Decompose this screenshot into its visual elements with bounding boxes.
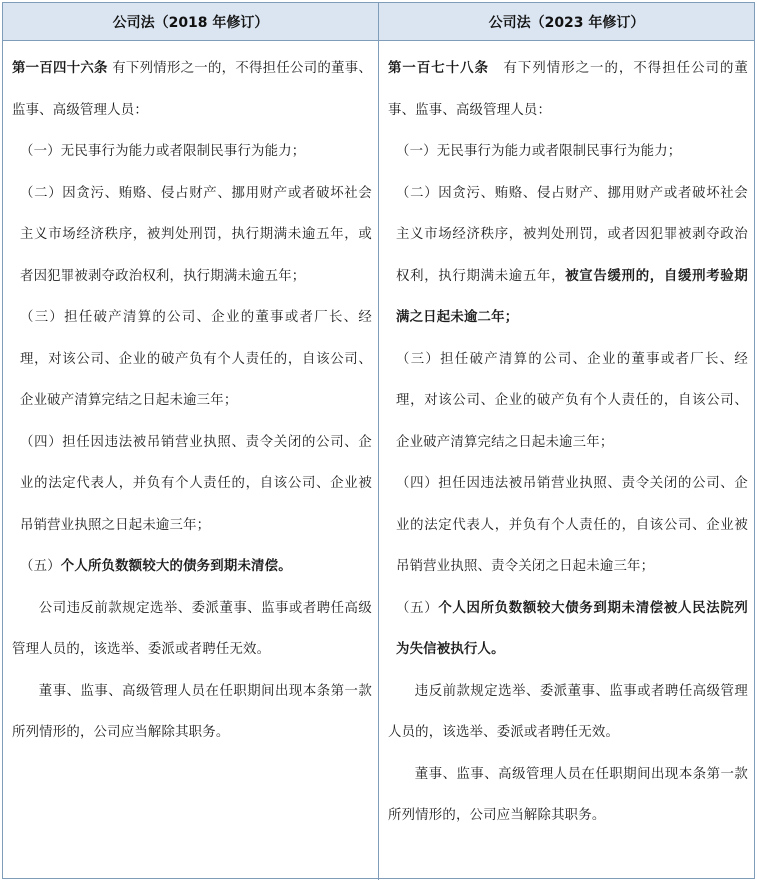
item-2-2023 [388,173,748,339]
item-3-2018: （三）担任破产清算的公司、企业的董事或者厂长、经理，对该公司、企业的破产负有个人责任的，自该公司、企业破产清算完结之日起未逾三年； [20,310,372,408]
para-2-2018: 公司违反前款规定选举、委派董事、监事或者聘任高级管理人员的，该选举、委派或者聘任无效。 [12,600,372,657]
article-178-intro-text: 有下列情形之一的，不得担任公司的董事、监事、高级管理人员： [388,61,748,118]
article-146-title: 第一百四十六条 [12,61,108,76]
item-2-2018: （二）因贪污、贿赂、侵占财产、挪用财产或者破坏社会主义市场经济秩序，被判处刑罚，执行期满未逾五年，或者因犯罪被剥夺政治权利，执行期满未逾五年； [20,185,372,284]
item-5-2018 [12,546,372,588]
header-2018-label: 公司法（2018 年修订） [112,14,269,31]
item-5-2023-bold: 个人因所负数额较大债务到期未清偿被人民法院列为失信被执行人。 [396,600,748,657]
item-2-2023-bold: 被宣告缓刑的，自缓刑考验期满之日起未逾二年； [396,268,748,325]
item-5-2018-prefix: （五） [20,559,61,574]
header-2018 [3,3,379,41]
article-178-title: 第一百七十八条 [388,61,490,76]
item-1-2018: （一）无民事行为能力或者限制民事行为能力； [20,144,306,159]
item-4-2023: （四）担任因违法被吊销营业执照、责令关闭的公司、企业的法定代表人，并负有个人责任的，自该公司、企业被吊销营业执照、责令关闭之日起未逾三年； [396,476,748,574]
column-2018 [3,41,379,880]
para-3-2023: 董事、监事、高级管理人员在任职期间出现本条第一款所列情形的，公司应当解除其职务。 [388,766,748,823]
item-5-2023-prefix: （五） [396,600,439,616]
item-4-2018: （四）担任因违法被吊销营业执照、责令关闭的公司、企业的法定代表人，并负有个人责任的，自该公司、企业被吊销营业执照之日起未逾三年； [20,434,372,533]
header-2023-label: 公司法（2023 年修订） [488,14,645,31]
article-146-intro [12,48,372,131]
column-2023 [379,41,754,880]
item-3-2023: （三）担任破产清算的公司、企业的董事或者厂长、经理，对该公司、企业的破产负有个人责任的，自该公司、企业破产清算完结之日起未逾三年； [396,351,748,450]
item-5-2018-bold: 个人所负数额较大的债务到期未清偿。 [60,559,292,574]
article-146-intro-text: 有下列情形之一的，不得担任公司的董事、监事、高级管理人员： [12,61,372,118]
para-3-2018: 董事、监事、高级管理人员在任职期间出现本条第一款所列情形的，公司应当解除其职务。 [12,683,372,740]
item-2-2023-text: （二）因贪污、贿赂、侵占财产、挪用财产或者破坏社会主义市场经济秩序，被判处刑罚，或者因犯罪被剥夺政治权利，执行期满未逾五年， [396,185,748,284]
item-1-2023: （一）无民事行为能力或者限制民事行为能力； [396,144,682,159]
header-2023 [379,3,754,41]
article-178-intro [388,48,748,131]
comparison-table [2,2,755,879]
item-5-2023 [388,588,748,671]
para-2-2023: 违反前款规定选举、委派董事、监事或者聘任高级管理人员的，该选举、委派或者聘任无效。 [388,683,748,740]
